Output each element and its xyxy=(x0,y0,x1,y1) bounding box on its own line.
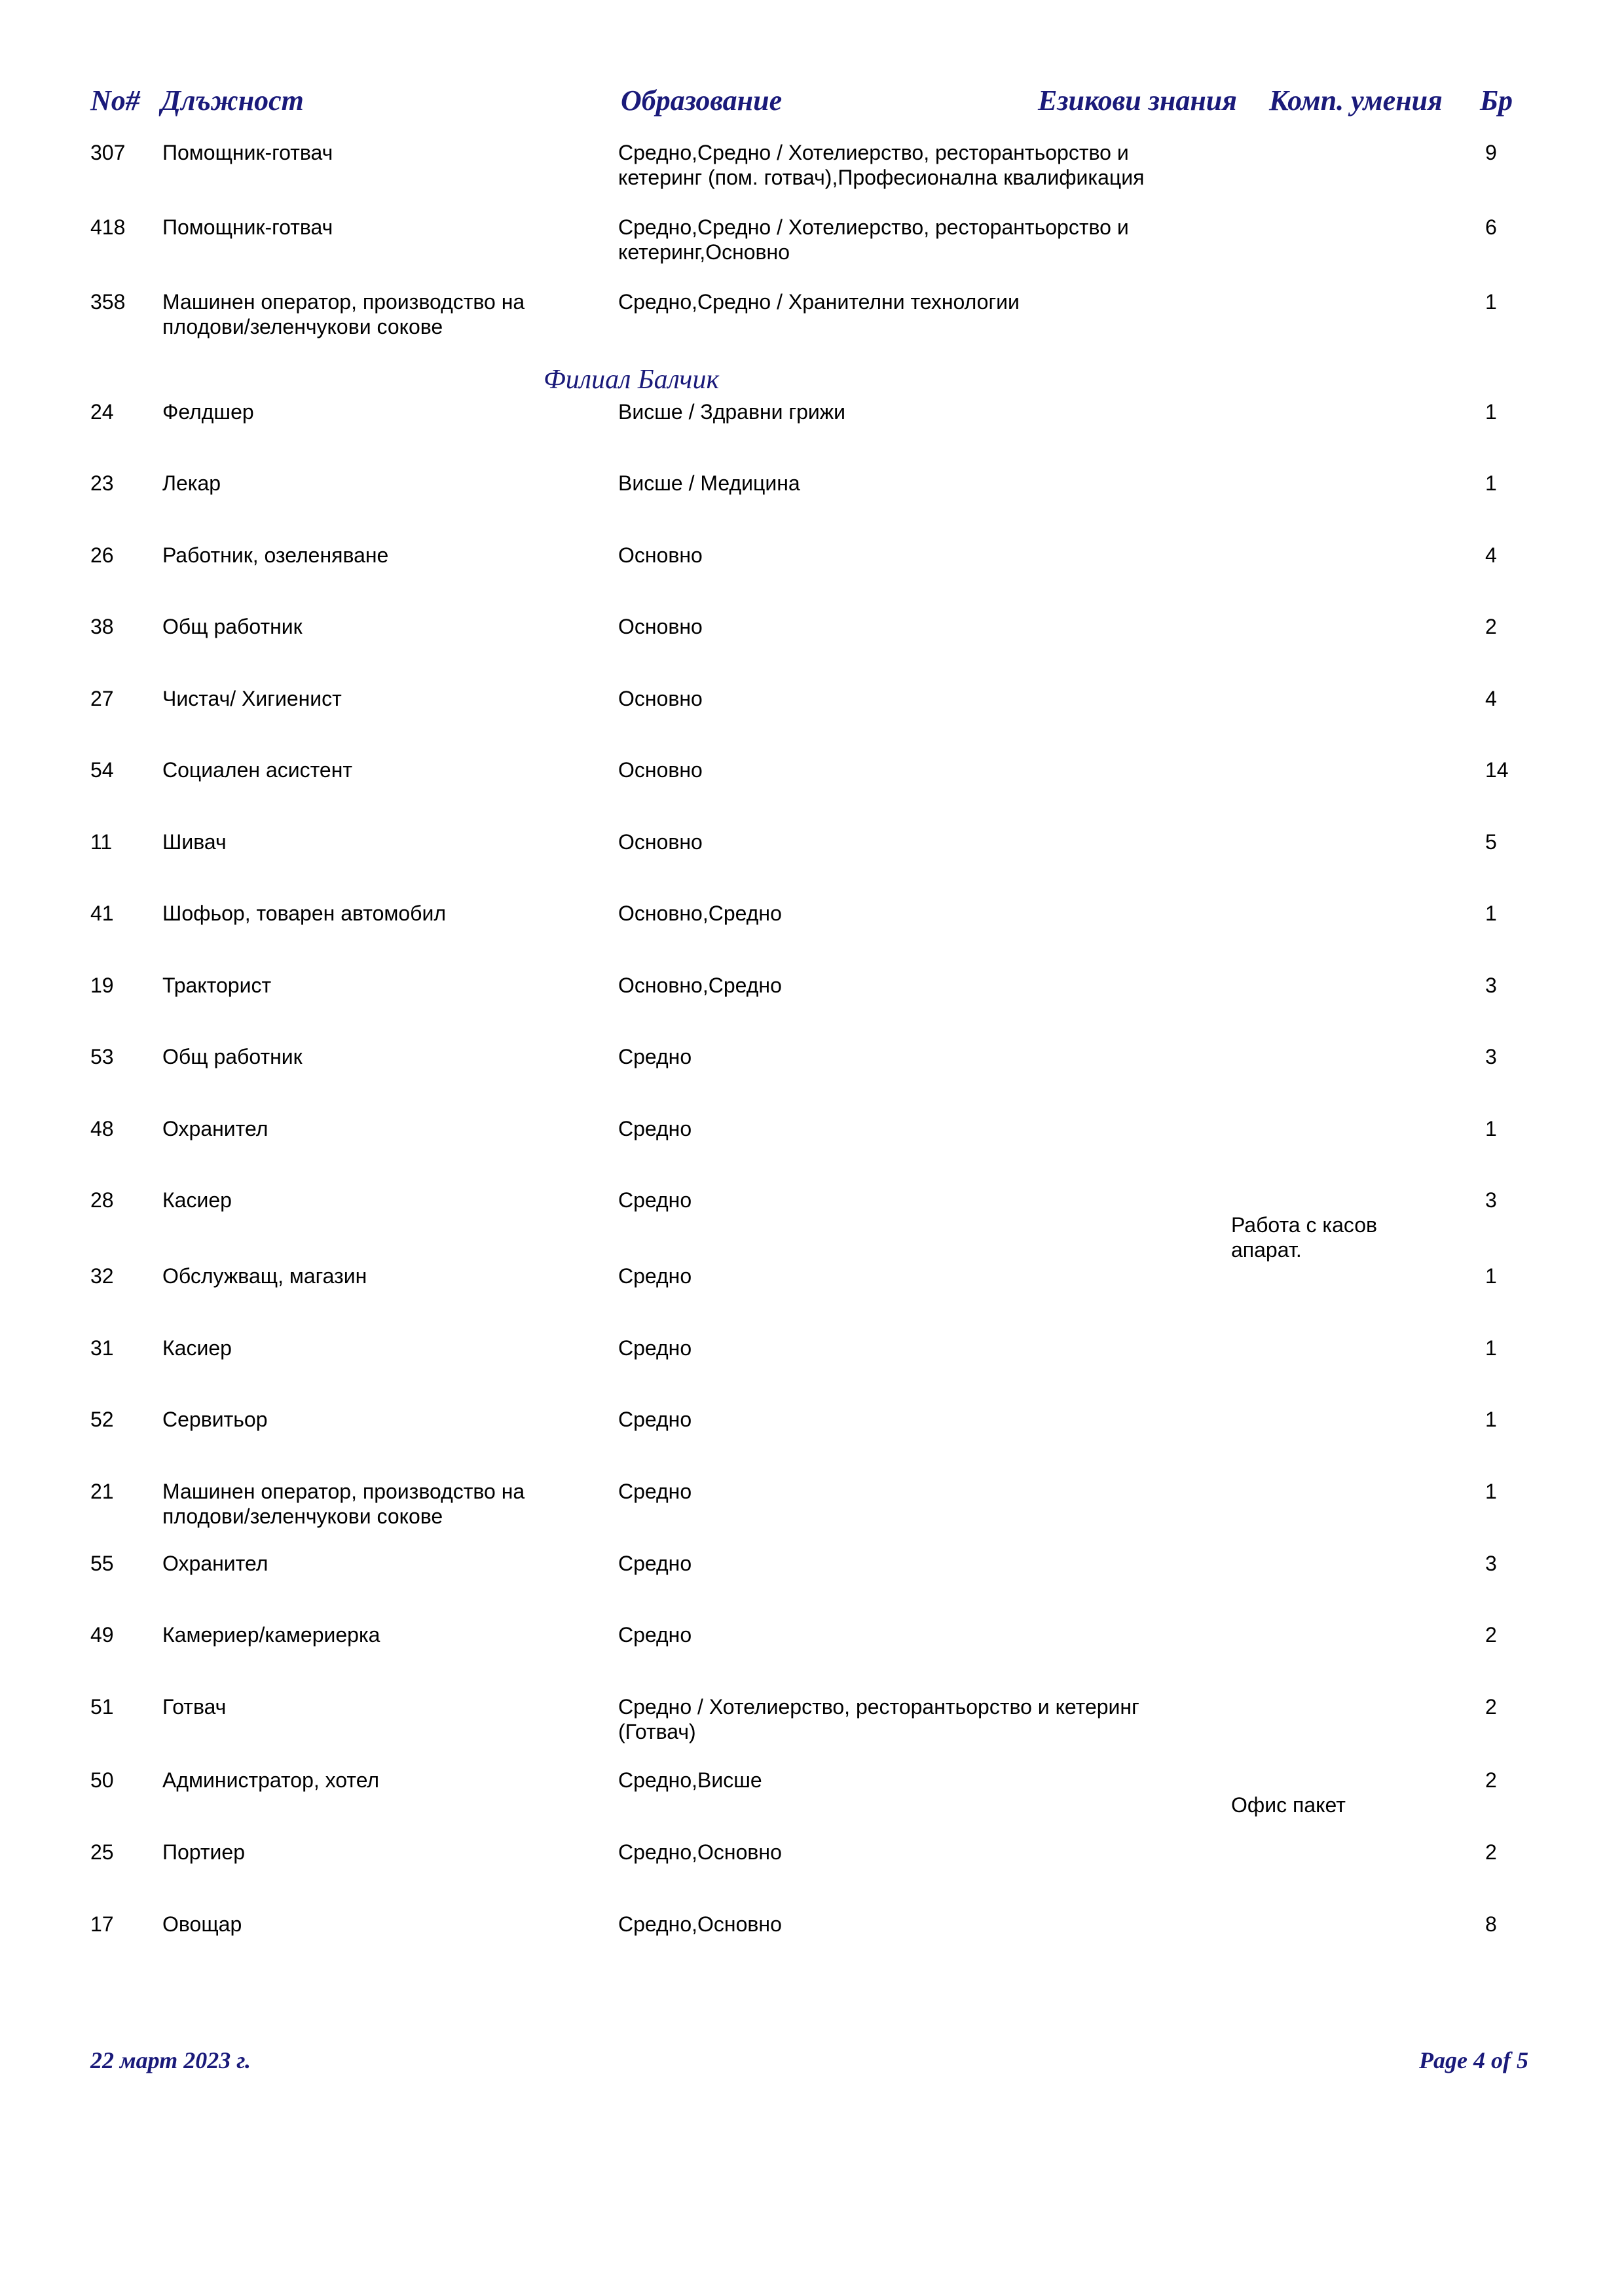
row-position: Администратор, хотел xyxy=(162,1768,380,1792)
row-position: Общ работник xyxy=(162,1045,303,1068)
header-languages: Езикови знания xyxy=(1038,84,1237,117)
row-education: Средно xyxy=(618,1336,692,1360)
row-number: 28 xyxy=(90,1188,114,1212)
row-position: Касиер xyxy=(162,1188,232,1212)
row-position: Сервитьор xyxy=(162,1408,268,1431)
row-number: 52 xyxy=(90,1408,114,1431)
row-computer-skills: Офис пакет xyxy=(1231,1793,1346,1817)
row-number: 55 xyxy=(90,1552,114,1575)
row-education: Средно xyxy=(618,1264,692,1288)
row-number: 26 xyxy=(90,543,114,567)
row-position: плодови/зеленчукови сокове xyxy=(162,315,443,338)
row-number: 32 xyxy=(90,1264,114,1288)
row-education: Средно xyxy=(618,1623,692,1647)
row-number: 53 xyxy=(90,1045,114,1068)
row-education: Средно xyxy=(618,1480,692,1503)
row-number: 31 xyxy=(90,1336,114,1360)
row-number: 54 xyxy=(90,758,114,782)
row-education: Средно,Средно / Хранителни технологии xyxy=(618,290,1020,314)
row-position: Машинен оператор, производство на xyxy=(162,1480,525,1503)
row-count: 3 xyxy=(1485,974,1497,997)
row-count: 1 xyxy=(1485,1480,1497,1503)
row-count: 6 xyxy=(1485,215,1497,239)
row-count: 2 xyxy=(1485,615,1497,638)
row-position: Тракторист xyxy=(162,974,272,997)
row-count: 5 xyxy=(1485,830,1497,854)
row-position: плодови/зеленчукови сокове xyxy=(162,1504,443,1528)
row-count: 2 xyxy=(1485,1840,1497,1864)
row-position: Общ работник xyxy=(162,615,303,638)
row-position: Помощник-готвач xyxy=(162,141,333,164)
row-position: Шивач xyxy=(162,830,227,854)
row-count: 2 xyxy=(1485,1768,1497,1792)
row-count: 3 xyxy=(1485,1045,1497,1068)
row-education: Основно xyxy=(618,758,703,782)
row-position: Машинен оператор, производство на xyxy=(162,290,525,314)
row-number: 11 xyxy=(90,830,113,854)
row-education: Средно xyxy=(618,1117,692,1140)
row-education: Средно xyxy=(618,1552,692,1575)
row-position: Готвач xyxy=(162,1695,227,1719)
row-count: 1 xyxy=(1485,902,1497,925)
row-education: Основно xyxy=(618,543,703,567)
footer-date: 22 март 2023 г. xyxy=(90,2047,251,2073)
row-education: Средно,Средно / Хотелиерство, ресторантьорство и xyxy=(618,141,1129,164)
row-position: Работник, озеленяване xyxy=(162,543,389,567)
row-number: 50 xyxy=(90,1768,114,1792)
row-count: 1 xyxy=(1485,1336,1497,1360)
row-education: (Готвач) xyxy=(618,1720,696,1743)
row-number: 358 xyxy=(90,290,126,314)
row-position: Чистач/ Хигиенист xyxy=(162,687,342,710)
row-number: 25 xyxy=(90,1840,114,1864)
header-education: Образование xyxy=(621,84,783,117)
row-number: 21 xyxy=(90,1480,114,1503)
row-count: 2 xyxy=(1485,1695,1497,1719)
row-education: Средно xyxy=(618,1408,692,1431)
row-count: 4 xyxy=(1485,543,1497,567)
row-education: Основно,Средно xyxy=(618,902,782,925)
header-position: Длъжност xyxy=(161,84,304,117)
row-education: Основно xyxy=(618,687,703,710)
row-education: кетеринг,Основно xyxy=(618,240,790,264)
row-position: Фелдшер xyxy=(162,400,254,424)
row-number: 418 xyxy=(90,215,126,239)
row-number: 49 xyxy=(90,1623,114,1647)
header-no: No# xyxy=(90,84,140,117)
row-position: Лекар xyxy=(162,471,221,495)
row-count: 1 xyxy=(1485,1264,1497,1288)
row-position: Портиер xyxy=(162,1840,246,1864)
row-count: 1 xyxy=(1485,1408,1497,1431)
section-title: Филиал Балчик xyxy=(544,365,720,395)
row-number: 41 xyxy=(90,902,114,925)
row-number: 48 xyxy=(90,1117,114,1140)
row-education: Средно,Висше xyxy=(618,1768,762,1792)
row-number: 27 xyxy=(90,687,114,710)
footer-page: Page 4 of 5 xyxy=(1419,2047,1528,2073)
row-computer-skills: апарат. xyxy=(1231,1238,1302,1262)
row-education: Средно,Основно xyxy=(618,1840,782,1864)
row-position: Касиер xyxy=(162,1336,232,1360)
header-count: Бр xyxy=(1480,84,1513,117)
row-count: 8 xyxy=(1485,1912,1497,1936)
row-education: Основно,Средно xyxy=(618,974,782,997)
row-education: Средно / Хотелиерство, ресторантьорство и кетеринг xyxy=(618,1695,1139,1719)
row-education: Средно xyxy=(618,1045,692,1068)
row-count: 3 xyxy=(1485,1188,1497,1212)
row-number: 24 xyxy=(90,400,114,424)
row-education: Основно xyxy=(618,830,703,854)
row-number: 307 xyxy=(90,141,126,164)
row-position: Помощник-готвач xyxy=(162,215,333,239)
row-position: Овощар xyxy=(162,1912,242,1936)
row-number: 19 xyxy=(90,974,114,997)
row-position: Социален асистент xyxy=(162,758,353,782)
row-education: Средно,Основно xyxy=(618,1912,782,1936)
row-position: Охранител xyxy=(162,1117,268,1140)
row-number: 38 xyxy=(90,615,114,638)
row-number: 51 xyxy=(90,1695,114,1719)
row-education: Основно xyxy=(618,615,703,638)
header-computer-skills: Комп. умения xyxy=(1269,84,1443,117)
row-count: 14 xyxy=(1485,758,1509,782)
row-education: Средно xyxy=(618,1188,692,1212)
row-education: Средно,Средно / Хотелиерство, ресторантьорство и xyxy=(618,215,1129,239)
row-count: 9 xyxy=(1485,141,1497,164)
row-count: 4 xyxy=(1485,687,1497,710)
row-position: Охранител xyxy=(162,1552,268,1575)
row-count: 1 xyxy=(1485,400,1497,424)
row-position: Камериер/камериерка xyxy=(162,1623,380,1647)
row-count: 3 xyxy=(1485,1552,1497,1575)
row-computer-skills: Работа с касов xyxy=(1231,1213,1378,1237)
row-number: 17 xyxy=(90,1912,114,1936)
row-count: 1 xyxy=(1485,471,1497,495)
row-count: 1 xyxy=(1485,290,1497,314)
row-number: 23 xyxy=(90,471,114,495)
row-education: Висше / Здравни грижи xyxy=(618,400,846,424)
row-position: Обслужващ, магазин xyxy=(162,1264,367,1288)
row-education: Висше / Медицина xyxy=(618,471,800,495)
row-count: 2 xyxy=(1485,1623,1497,1647)
row-count: 1 xyxy=(1485,1117,1497,1140)
row-education: кетеринг (пом. готвач),Професионална квалификация xyxy=(618,166,1145,189)
row-position: Шофьор, товарен автомобил xyxy=(162,902,447,925)
